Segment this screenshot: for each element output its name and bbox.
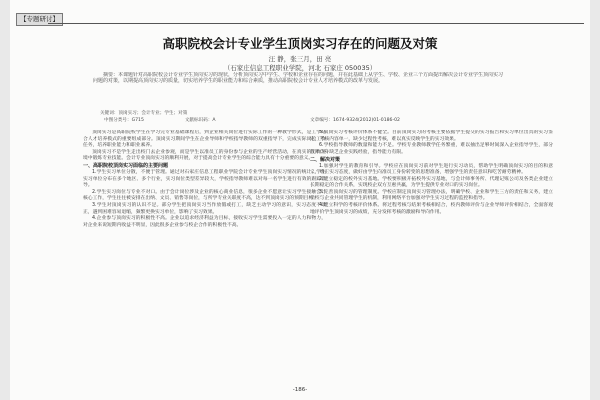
paper-title: 高职院校会计专业学生顶岗实习存在的问题及对策 — [162, 36, 438, 51]
body-paragraph: 5.顶岗实习考核评价体系不健全。目前顶岗实习的考核主要依据学生提交的实习报告和实习单位出具的实习鉴定，考核内容单一，缺少过程性考核，难以真实反映学生的实习效果。 — [310, 130, 553, 142]
body-paragraph: 6.学校指导教师的数量和能力不足。学校专业教师教学任务繁重，难以抽出足够时间深入企业指导学生，部分教师自身缺乏企业实践经验，指导能力有限。 — [310, 143, 553, 155]
body-column-right — [310, 130, 553, 385]
body-paragraph: 4.建立科学的考核评价体系。将过程考核与结果考核相结合，校内教师评价与企业导师评价相结合，全面客观地评价学生顶岗实习的成绩，充分发挥考核的激励和导向作用。 — [310, 203, 553, 215]
body-paragraph: 3.完善顶岗实习的管理制度。学校应制定顶岗实习管理办法，明确学校、企业和学生三方的责任和义务，建立学校与企业共同管理学生的机制，利用网络平台加强对学生实习过程的监控和指导。 — [310, 189, 553, 202]
author-affiliation: （石家庄信息工程职业学院，河北 石家庄 050035） — [223, 64, 377, 72]
body-column-left — [83, 130, 326, 385]
body-paragraph: 3.学生对顶岗实习的认识不足。部分学生把顶岗实习当作放假或打工，缺乏主动学习的意识，实习态度不端正，遇到困难容易退缩，频繁更换实习单位，影响了实习效果。 — [83, 203, 326, 215]
article-number: 文章编号：1674-9324(2012)01-0186-02 — [310, 118, 400, 123]
paper-page — [10, 0, 590, 400]
document-code: 文献标识码：A — [184, 118, 216, 123]
body-paragraph: 顶岗实习不是学生走出校门去企业参观，而是学生以准员工的身份参与企业的生产经营活动，在真实的工作环境中锻炼专业技能。会计专业顶岗实习的顺利开展，对于提高会计专业学生的综合能力具有十分重要的意义。 — [83, 149, 326, 162]
header-rule — [48, 23, 584, 24]
section-tag: 【专题研讨】 — [16, 13, 63, 26]
abstract: 摘要：本课题针对高职院校会计专业学生顶岗实习的现状，分析顶岗实习中学生、学校和企业存在的问题，并在此基础上从学生、学校、企业三个方面提出解决会计专业学生顶岗实习问题的对策，以期提高顶岗实习的质量，切实培养学生的职业能力和综合素质，推动高职院校会计专业人才培养模式的改革与发展。 — [93, 72, 503, 85]
section-heading: 二、解决对策 — [310, 156, 341, 163]
section-heading: 一、高职院校顶岗实习面临的主要问题 — [83, 163, 169, 170]
body-paragraph: 1.学生实习单位分散，不便于管理。通过对石家庄信息工程职业学院会计专业学生顶岗实习情况的统计，学生实习单位分布在多个地区、多个行业，实习岗位类型差异较大，学校指导教师难以对每一名学生进行有效的跟踪指导。 — [83, 170, 326, 189]
body-paragraph: 1.加强对学生的教育和引导。学校应在顶岗实习前对学生进行实习动员，帮助学生明确顶岗实习的目的和意义，端正实习态度，做好由学生向准员工身份转变的思想准备，增强学生的责任意识和吃苦耐劳精神。 — [310, 163, 553, 176]
page-number: -186- — [292, 387, 308, 393]
body-paragraph: 2.建立稳定的校外实习基地。学校要积极开拓校外实习基地，与会计师事务所、代理记账公司及各类企业建立长期稳定的合作关系，实现校企双方互惠共赢，为学生提供专业对口的实习岗位。 — [310, 176, 553, 189]
author-list: 汪 静，张三月，田 亮 — [268, 55, 332, 63]
meta-classification — [104, 117, 216, 123]
body-paragraph: 顶岗实习是高职院校学生在学习完专业基础课程后，到企业相关岗位进行实际工作的一种教学形式，是工学结合人才培养模式的重要组成部分。顶岗实习期间学生在企业导师和学校指导教师的双重指导下，完成实际岗位工作任务，培养职业能力和职业素养。 — [83, 130, 326, 149]
body-paragraph: 2.学生实习岗位与专业不对口。由于会计岗位涉及企业的核心商业信息，很多企业不愿意让实习学生接触会计核心工作，学生往往被安排在出纳、文员、销售等岗位，与所学专业关联度不高，达不到顶岗实习的预期目标。 — [83, 189, 326, 202]
keywords: 关键词：顶岗实习；会计专业；学生；对策 — [100, 111, 188, 116]
clc-number: 中图分类号：G715 — [104, 118, 144, 123]
body-paragraph: 4.企业参与顶岗实习的积极性不高。企业以追求经济利益为目标，接收实习学生需要投入一定的人力和物力，对企业来说短期内收益不明显，因此很多企业参与校企合作的积极性不高。 — [83, 216, 326, 228]
